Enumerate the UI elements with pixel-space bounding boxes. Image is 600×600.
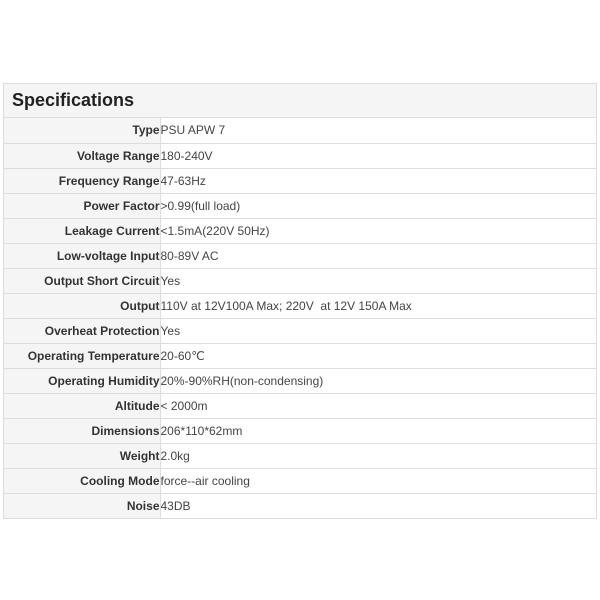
spec-value: force--air cooling bbox=[160, 468, 596, 493]
spec-value: Yes bbox=[160, 268, 596, 293]
spec-row-dimensions bbox=[4, 418, 596, 443]
spec-label: Overheat Protection bbox=[4, 318, 160, 343]
spec-row-altitude bbox=[4, 393, 596, 418]
spec-value: Yes bbox=[160, 318, 596, 343]
spec-row-type bbox=[4, 118, 596, 143]
spec-value: 2.0kg bbox=[160, 443, 596, 468]
spec-label: Weight bbox=[4, 443, 160, 468]
specifications-table bbox=[4, 118, 596, 518]
spec-label: Noise bbox=[4, 493, 160, 518]
spec-row-operating-humidity bbox=[4, 368, 596, 393]
spec-value: 43DB bbox=[160, 493, 596, 518]
specifications-panel bbox=[3, 83, 597, 519]
spec-value: >0.99(full load) bbox=[160, 193, 596, 218]
spec-row-cooling-mode bbox=[4, 468, 596, 493]
spec-value: 206*110*62mm bbox=[160, 418, 596, 443]
spec-row-leakage-current bbox=[4, 218, 596, 243]
specifications-heading: Specifications bbox=[4, 84, 596, 118]
spec-value: <1.5mA(220V 50Hz) bbox=[160, 218, 596, 243]
spec-label: Output bbox=[4, 293, 160, 318]
spec-value: PSU APW 7 bbox=[160, 118, 596, 143]
spec-value: 20-60℃ bbox=[160, 343, 596, 368]
spec-label: Frequency Range bbox=[4, 168, 160, 193]
spec-row-noise bbox=[4, 493, 596, 518]
spec-label: Dimensions bbox=[4, 418, 160, 443]
spec-label: Altitude bbox=[4, 393, 160, 418]
spec-row-output bbox=[4, 293, 596, 318]
spec-label: Power Factor bbox=[4, 193, 160, 218]
spec-label: Low-voltage Input bbox=[4, 243, 160, 268]
spec-value: 180-240V bbox=[160, 143, 596, 168]
spec-label: Cooling Mode bbox=[4, 468, 160, 493]
spec-label: Leakage Current bbox=[4, 218, 160, 243]
spec-value: < 2000m bbox=[160, 393, 596, 418]
spec-label: Output Short Circuit bbox=[4, 268, 160, 293]
spec-row-voltage-range bbox=[4, 143, 596, 168]
spec-row-power-factor bbox=[4, 193, 596, 218]
spec-value: 110V at 12V100A Max; 220V at 12V 150A Max bbox=[160, 293, 596, 318]
spec-row-low-voltage-input bbox=[4, 243, 596, 268]
spec-row-weight bbox=[4, 443, 596, 468]
spec-value: 20%-90%RH(non-condensing) bbox=[160, 368, 596, 393]
spec-value: 47-63Hz bbox=[160, 168, 596, 193]
spec-row-operating-temperature bbox=[4, 343, 596, 368]
spec-label: Voltage Range bbox=[4, 143, 160, 168]
spec-value: 80-89V AC bbox=[160, 243, 596, 268]
spec-row-output-short-circuit bbox=[4, 268, 596, 293]
spec-row-overheat-protection bbox=[4, 318, 596, 343]
spec-label: Operating Temperature bbox=[4, 343, 160, 368]
spec-label: Operating Humidity bbox=[4, 368, 160, 393]
spec-label: Type bbox=[4, 118, 160, 143]
spec-row-frequency-range bbox=[4, 168, 596, 193]
